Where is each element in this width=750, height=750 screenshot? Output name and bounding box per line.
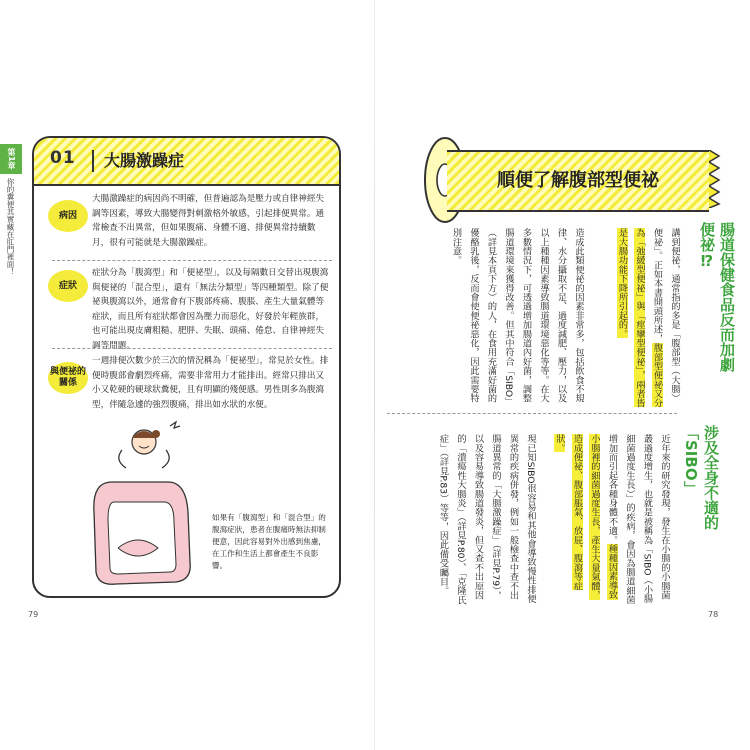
column-3 — [543, 434, 673, 606]
section-header — [34, 138, 339, 186]
label-cause: 病因 — [48, 200, 88, 232]
page-number-right: 78 — [708, 610, 719, 619]
illustration-caption: 如果有「腹瀉型」和「混合型」的腹瀉症狀，患者在腹痛時無法抑制便意，因此容易對外出感到焦慮，在工作和生活上都會產生不良影響。 — [212, 513, 326, 570]
column-1-highlight: 腹部型便祕又分為「弛緩型便祕」與「痙攣型便祕」，兩者皆是大腸功能下降所引起的。 — [616, 228, 663, 408]
section-title: 大腸激躁症 — [104, 151, 185, 170]
chapter-tab: 第1章 — [0, 144, 22, 174]
row-divider — [52, 348, 332, 349]
banner-torn-edge — [709, 150, 721, 208]
column-3-highlight: 種種因素導致小腸裡的細菌過度生長，產生大量氣體，造成便祕、腹部脹氣、放屁、腹瀉等症狀。 — [554, 434, 618, 600]
heading-sibo: 涉及全身不適的「SIBO」 — [682, 425, 720, 530]
section-number: 01 — [50, 148, 76, 168]
section-divider — [92, 150, 94, 172]
intestine-illustration — [82, 420, 202, 590]
label-relation: 與便祕的關係 — [48, 362, 88, 394]
column-1-text: 講到便祕，通常指的多是「腹部型（大腸）便祕」。正如本書開頭所述， — [651, 228, 680, 403]
column-2: 造成此類便祕的因素非常多，包括飲食不規律、水分攝取不足、過度減肥、壓力，以及以上種種因素導致腸道環境惡化等等。在大多數情況下，可透過增加腸道內好菌，調整腸道環境來獲得改善。但其中符合「SIBO」（詳見本頁下方）的人，在食用充滿好菌的優酪乳後，反而會使便祕惡化，因此需要特別注意。 — [450, 228, 584, 407]
column-4: 現已知SIBO很容易和其他會導致慢性排便異常的疾病併發，例如一般檢查中查不出腸道異常的「大腸激躁症」（詳見P.79），以及容易導致腸道發炎，但又查不出原因的「潰瘍性大腸炎」（詳見P.80）、「克隆氏症」（詳見P.83）等等，因此備受矚目。 — [437, 434, 536, 605]
column-1 — [593, 228, 683, 408]
row-symptoms-text: 症狀分為「腹瀉型」和「便祕型」，以及每隔數日交替出現腹瀉與便祕的「混合型」，還有「無法分類型」等四種類型。除了便祕與腹瀉以外，通常會有下腹部疼痛、腹脹、產生大量氣體等症狀，而且所有症狀都會因為壓力而惡化，好發於年輕族群，也可能出現皮膚粗糙、肥胖、失眠、頭痛、倦怠、自律神經失調等問題。 — [92, 268, 329, 351]
page-number-left: 79 — [28, 610, 39, 619]
column-divider — [387, 413, 677, 414]
banner-title: 順便了解腹部型便祕 — [497, 170, 659, 191]
column-3-text: 近年來的研究發現，發生在小腸的小腸菌叢過度增生，也就是被稱為「SIBO（小腸細菌過度生長）」的疾病，會因為腸道細菌增加而引起各種身體不適。 — [606, 434, 670, 605]
chapter-subtitle: 你的糞便其實藏在肛門裡面！ — [6, 178, 15, 276]
row-cause-text: 大腸激躁症的病因尚不明確，但普遍認為是壓力或自律神經失調等因素，導致大腸變得對刺激格外敏感，引起排便異常。通常檢查不出異常，但如果腹痛、身體不適、排便異常持續數月，很有可能就是大腸激躁症。 — [92, 194, 325, 248]
banner — [447, 150, 709, 212]
label-symptoms: 症狀 — [48, 270, 88, 302]
row-divider — [52, 260, 332, 261]
heading-probiotics: 腸道保健食品反而加劇便祕⁉ — [698, 222, 736, 372]
right-page — [375, 0, 750, 750]
row-relation-text: 一週排便次數少於三次的情況稱為「便祕型」，常見於女性。排便時腹部會劇烈疼痛，需要非常用力才能排出。經常只排出又小又乾硬的硬球狀糞便，且有明顯的殘便感。男性則多為腹瀉型，伴隨急遽的強烈腹痛，排出如水狀的水便。 — [92, 356, 329, 410]
